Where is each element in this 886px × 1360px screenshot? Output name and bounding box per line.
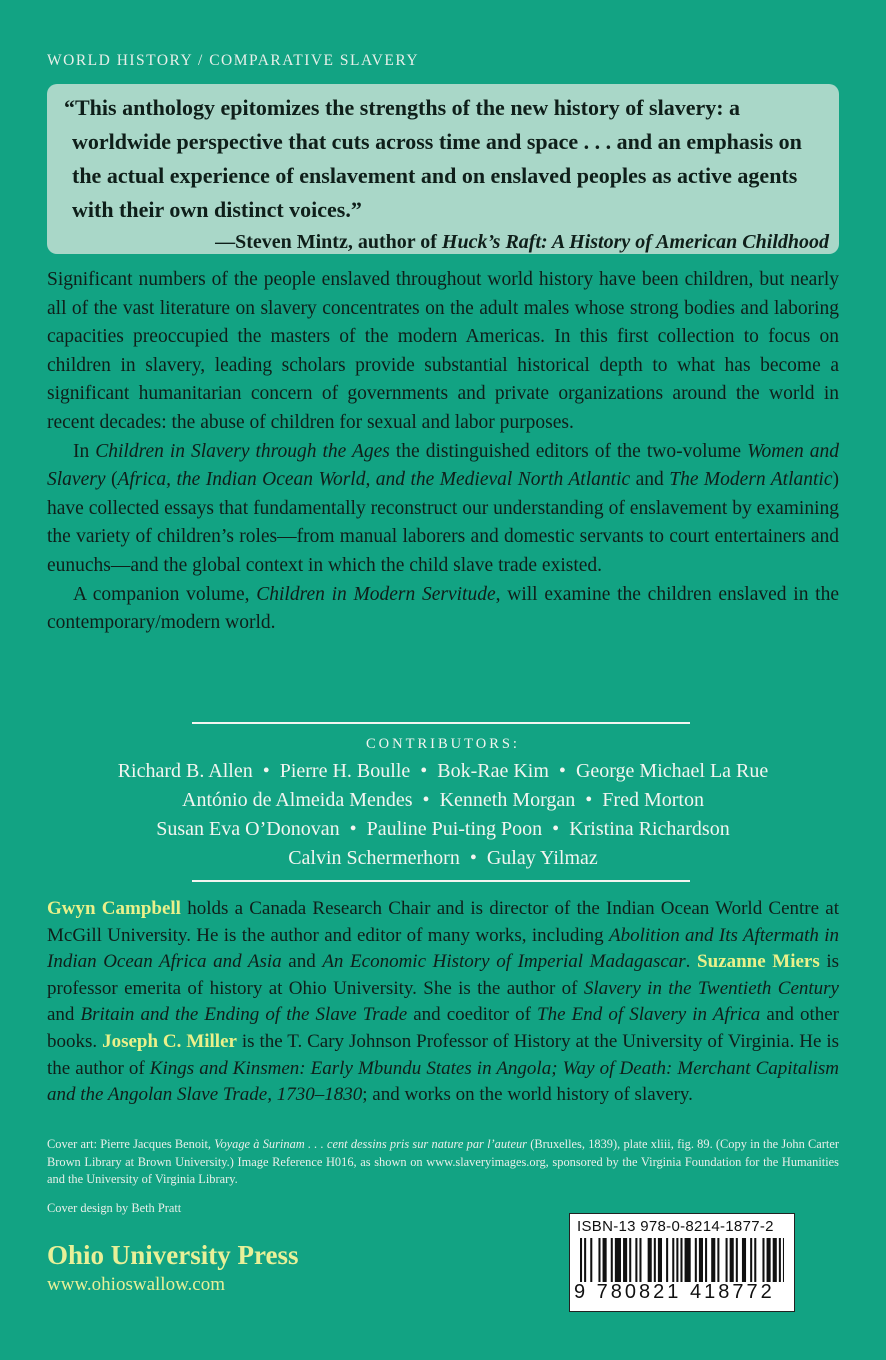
text-run: (Bruxelles, 1839), plate xliii, fig. 89. (Copy in the John Carter Brown Library at Brown University.) Image Reference H016, as shown on www.slaveryimages.org, sponsored by the Virginia Foundation for the Humanities and the University of Virginia Library. (47, 1137, 840, 1186)
contributor-name: Pierre H. Boulle (279, 760, 411, 782)
barcode-bar (754, 1238, 756, 1282)
text-run: ( (105, 469, 118, 491)
barcode-bar (750, 1238, 752, 1282)
barcode-bar (590, 1238, 592, 1282)
contributor-name: Calvin Schermerhorn (288, 847, 460, 869)
book-title: Women and Slavery (47, 440, 839, 491)
barcode-bars (580, 1238, 784, 1282)
text-run: ; and works on the world history of slavery. (362, 1084, 693, 1106)
contributor-name: Fred Morton (602, 789, 704, 811)
book-description (47, 266, 839, 638)
book-title: Kings and Kinsmen: Early Mbundu States in Angola; Way of Death: Merchant Capitalism and the Angolan Slave Trade, 1730–1830 (47, 1057, 839, 1106)
barcode-bar (639, 1238, 641, 1282)
text-run: and (630, 469, 670, 491)
contributors-list (0, 757, 886, 873)
barcode-bar (676, 1238, 678, 1282)
blurb-attribution (64, 228, 829, 256)
text-run: In (73, 440, 96, 462)
book-title: Children in Slavery through the Ages (95, 440, 390, 462)
book-title: Britain and the Ending of the Slave Trade (80, 1004, 408, 1026)
barcode-bar (611, 1238, 613, 1282)
text-run: . (685, 951, 691, 973)
contributors-line (0, 786, 886, 815)
divider-top (192, 722, 690, 724)
text-run: and (281, 951, 323, 973)
description-paragraph-3 (47, 581, 839, 638)
barcode-bar (603, 1238, 607, 1282)
contributor-name: Gulay Yilmaz (486, 847, 598, 869)
contributor-name: Pauline Pui-ting Poon (366, 818, 543, 840)
book-title: Abolition and Its Aftermath in Indian Ocean Africa and Asia (47, 924, 839, 973)
text-run: and coeditor of (407, 1004, 538, 1026)
barcode-bar (580, 1238, 582, 1282)
barcode-bar (779, 1238, 781, 1282)
text-run: the distinguished editors of the two-volume (389, 440, 748, 462)
text-run: A companion volume, (73, 583, 257, 605)
bullet-separator: • (422, 789, 430, 811)
text-run: Cover art: Pierre Jacques Benoit, (47, 1137, 215, 1151)
category-label: WORLD HISTORY / COMPARATIVE SLAVERY (47, 52, 420, 69)
barcode-bar (685, 1238, 691, 1282)
barcode-bar (783, 1238, 784, 1282)
bullet-separator: • (262, 760, 270, 782)
editor-name: Suzanne Miers (697, 951, 820, 973)
barcode-bar (658, 1238, 662, 1282)
text-run: , will examine the children enslaved in the contemporary/modern world. (47, 583, 840, 634)
text-run: is professor emerita of history at Ohio University. She is the author of (47, 951, 840, 999)
bullet-separator: • (469, 847, 477, 869)
barcode-bar (615, 1238, 621, 1282)
contributor-name: António de Almeida Mendes (182, 789, 413, 811)
contributors-line (0, 815, 886, 844)
barcode-bar (705, 1238, 707, 1282)
isbn-label: ISBN-13 978-0-8214-1877-2 (577, 1218, 774, 1235)
barcode-bar (623, 1238, 627, 1282)
attribution-prefix: —Steven Mintz, author of (215, 231, 442, 253)
barcode-bar (699, 1238, 703, 1282)
barcode-bar (598, 1238, 600, 1282)
contributor-name: Susan Eva O’Donovan (156, 818, 340, 840)
barcode-bar (767, 1238, 771, 1282)
bullet-separator: • (552, 818, 560, 840)
contributor-name: Richard B. Allen (117, 760, 253, 782)
barcode-bar (584, 1238, 586, 1282)
book-title: Africa, the Indian Ocean World, and the Medieval North Atlantic (117, 469, 631, 491)
barcode-bar (680, 1238, 682, 1282)
contributor-name: George Michael La Rue (575, 760, 769, 782)
barcode-bar (773, 1238, 777, 1282)
contributor-name: Kenneth Morgan (439, 789, 576, 811)
barcode-bar (711, 1238, 715, 1282)
barcode-bar (648, 1238, 652, 1282)
editor-name: Gwyn Campbell (47, 898, 181, 919)
contributors-line (0, 844, 886, 873)
barcode-bar (672, 1238, 674, 1282)
contributors-heading: CONTRIBUTORS: (366, 736, 520, 752)
blurb-quote-box (47, 84, 839, 254)
contributors-line (0, 757, 886, 786)
barcode-bar (629, 1238, 631, 1282)
barcode-bar (762, 1238, 764, 1282)
cover-design-credit: Cover design by Beth Pratt (47, 1201, 182, 1215)
editor-name: Joseph C. Miller (102, 1030, 237, 1052)
contributor-name: Kristina Richardson (569, 818, 730, 840)
publisher-website: www.ohioswallow.com (47, 1274, 226, 1295)
description-paragraph-2 (47, 438, 839, 581)
bullet-separator: • (420, 760, 428, 782)
barcode-digits: 9 780821 418772 (574, 1281, 775, 1303)
bullet-separator: • (558, 760, 566, 782)
bullet-separator: • (349, 818, 357, 840)
book-title: An Economic History of Imperial Madagascar (322, 951, 686, 973)
attribution-book-title: Huck’s Raft: A History of American Childhood (441, 231, 829, 253)
barcode-bar (742, 1238, 746, 1282)
text-run: and other books. (47, 1004, 839, 1052)
book-title: The Modern Atlantic (669, 469, 833, 491)
barcode-bar (635, 1238, 637, 1282)
blurb-quote-text: “This anthology epitomizes the strengths of the new history of slavery: a worldwide perspective that cuts across time and space . . . and an emphasis on the actual experience of enslavement and on enslaved peoples as active agents with their own distinct voices.” (64, 95, 802, 222)
contributor-name: Bok-Rae Kim (437, 760, 549, 782)
book-title: Slavery in the Twentieth Century (583, 977, 839, 999)
description-paragraph-1: Significant numbers of the people enslaved throughout world history have been children, but nearly all of the vast literature on slavery concentrates on the adult males whose strong bodies and laboring capacities preoccupied the masters of the modern Americas. In this first collection to focus on children in slavery, leading scholars provide substantial historical depth to what has become a significant humanitarian concern of governments and private organizations around the world in recent decades: the abuse of children for sexual and labor purposes. (47, 269, 839, 433)
text-run: ) have collected essays that fundamentally reconstruct our understanding of enslavement by examining the variety of children’s roles—from manual laborers and domestic servants to court entertainers and eunuchs—and the global context in which the child slave trade existed. (47, 469, 840, 576)
book-title: Children in Modern Servitude (256, 583, 496, 605)
bullet-separator: • (585, 789, 593, 811)
barcode-bar (736, 1238, 738, 1282)
text-run: holds a Canada Research Chair and is director of the Indian Ocean World Centre at McGill University. He is the author and editor of many works, including (47, 898, 839, 946)
barcode-bar (654, 1238, 656, 1282)
isbn-barcode (569, 1213, 795, 1312)
barcode-bar (695, 1238, 697, 1282)
barcode-bar (666, 1238, 668, 1282)
barcode-bar (726, 1238, 728, 1282)
cover-art-credit (47, 1136, 839, 1189)
book-title: The End of Slavery in Africa (537, 1004, 761, 1026)
text-run: is the T. Cary Johnson Professor of History at the University of Virginia. He is the author of (47, 1030, 839, 1079)
text-run: and (47, 1004, 81, 1026)
artwork-title: Voyage à Surinam . . . cent dessins pris sur nature par l’auteur (214, 1137, 528, 1151)
divider-bottom (192, 880, 690, 882)
publisher-name: Ohio University Press (47, 1240, 299, 1270)
editor-bios (47, 896, 839, 1109)
barcode-bar (730, 1238, 734, 1282)
barcode-bar (717, 1238, 719, 1282)
